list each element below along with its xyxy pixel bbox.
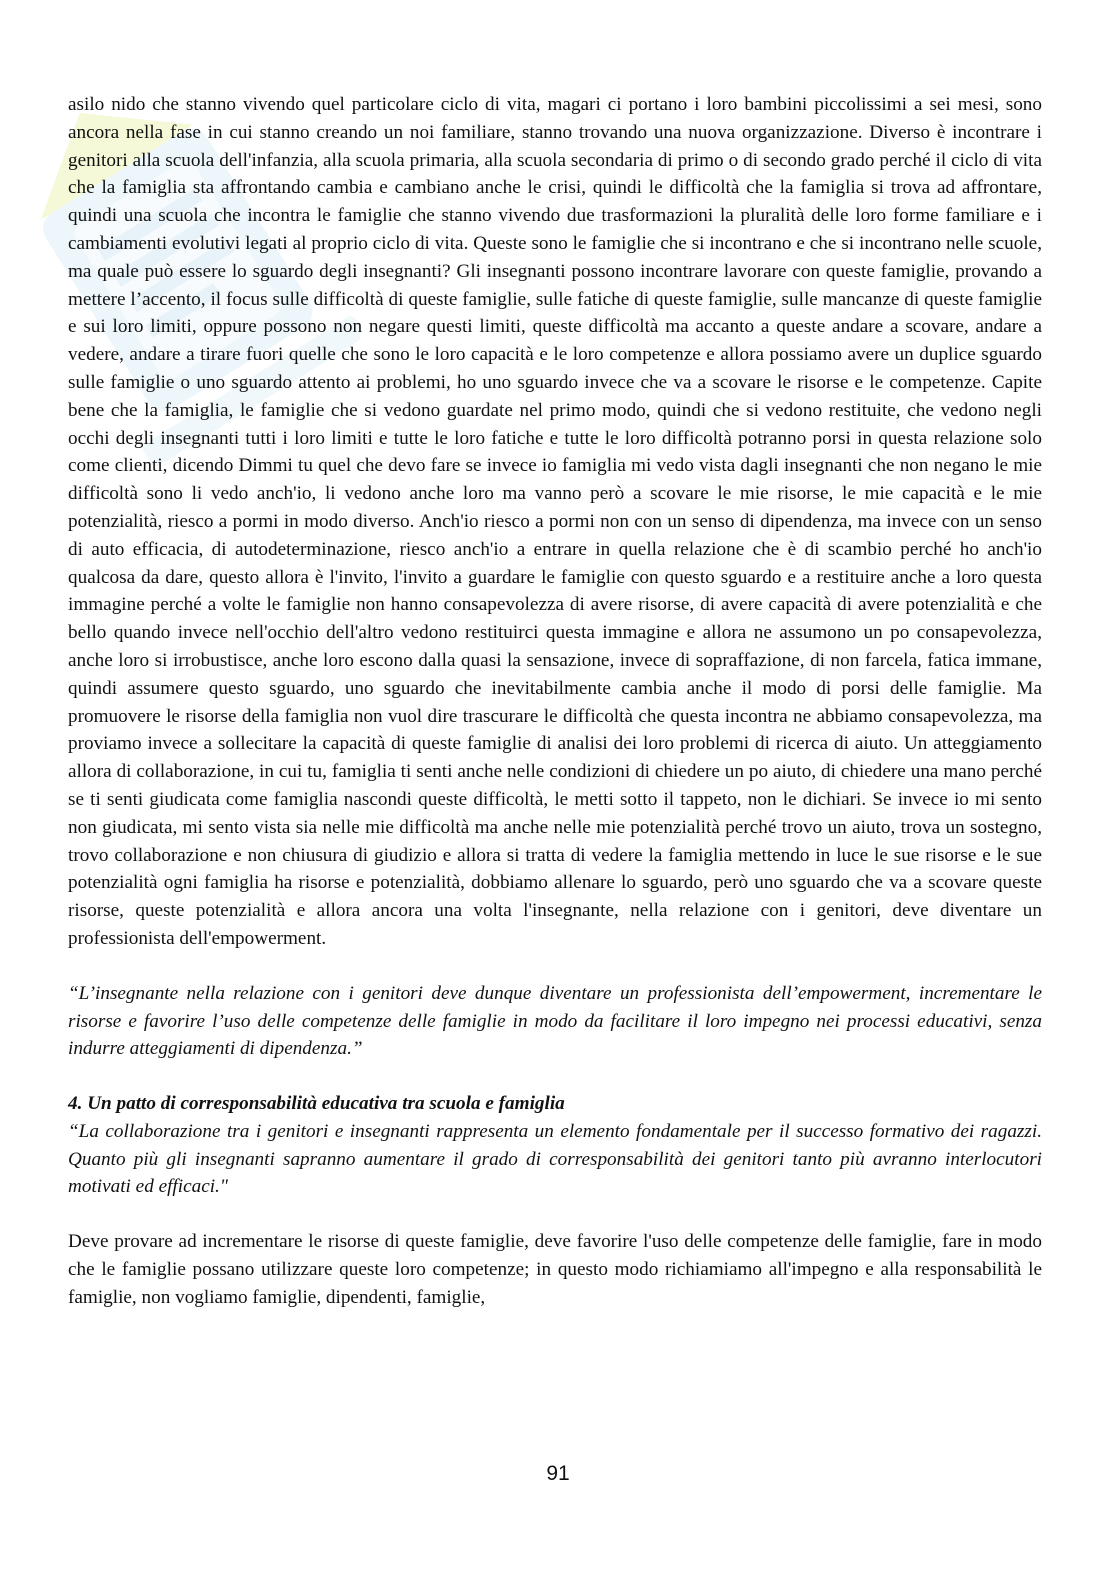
document-body xyxy=(68,91,1042,1312)
body-paragraph: Deve provare ad incrementare le risorse di queste famiglie, deve favorire l'uso delle competenze delle famiglie, fare in modo che le famiglie possano utilizzare queste loro competenze; in questo modo richiamiamo all'impegno e alla responsabilità le famiglie, non vogliamo famiglie, dipendenti, famiglie, xyxy=(68,1231,1042,1308)
block-quote: “L’insegnante nella relazione con i genitori deve dunque diventare un professionista dell’empowerment, incrementare le risorse e favorire l’uso delle competenze delle famiglie in modo da facilitare il loro impegno nei processi educativi, senza indurre atteggiamenti di dipendenza.” xyxy=(68,982,1042,1060)
page-number: 91 xyxy=(546,1462,570,1485)
body-paragraph: asilo nido che stanno vivendo quel particolare ciclo di vita, magari ci portano i loro bambini piccolissimi a sei mesi, sono ancora nella fase in cui stanno creando un noi familiare, stanno trovando una nuova organizzazione. Diverso è incontrare i genitori alla scuola dell'infanzia, alla scuola primaria, alla scuola secondaria di primo o di secondo grado perché il ciclo di vita che la famiglia sta affrontando cambia e cambiano anche le crisi, quindi le difficoltà che la famiglia si trova ad affrontare, quindi una scuola che incontra le famiglie che stanno vivendo due trasformazioni la pluralità delle loro forme familiare e i cambiamenti evolutivi legati al proprio ciclo di vita. Queste sono le famiglie che si incontrano e che si incontrano nelle scuole, ma quale può essere lo sguardo degli insegnanti? Gli insegnanti possono incontrare lavorare con queste famiglie, provando a mettere l’accento, il focus sulle difficoltà di queste famiglie, sulle fatiche di queste famiglie, sulle mancanze di queste famiglie e sui loro limiti, oppure possono non negare questi limiti, queste difficoltà ma accanto a queste andare a scovare, andare a vedere, andare a tirare fuori quelle che sono le loro capacità e le loro competenze e allora possiamo avere un duplice sguardo sulle famiglie o uno sguardo attento ai problemi, ho uno sguardo invece che va a scovare le risorse e le competenze. Capite bene che la famiglia, le famiglie che si vedono guardate nel primo modo, quindi che si vedono restituite, che vedono negli occhi degli insegnanti tutti i loro limiti e tutte le loro fatiche e tutte le loro difficoltà potranno porsi in questa relazione solo come clienti, dicendo Dimmi tu quel che devo fare se invece io famiglia mi vedo vista dagli insegnanti che non negano le mie difficoltà sono li vedo anch'io, li vedono anche loro ma vanno però a scovare le mie risorse, le mie capacità e le mie potenzialità, riesco a pormi in modo diverso. Anch'io riesco a pormi non con un senso di dipendenza, ma invece con un senso di auto efficacia, di autodeterminazione, riesco anch'io a entrare in quella relazione che è di scambio perché ho anch'io qualcosa da dare, questo allora è l'invito, l'invito a guardare le famiglie con questo sguardo e a restituire anche a loro questa immagine perché a volte le famiglie non hanno consapevolezza di avere risorse, di avere capacità di avere potenzialità e che bello quando invece nell'occhio dell'altro vedono restituirci questa immagine e allora ne assumono un po consapevolezza, anche loro si irrobustisce, anche loro escono dalla quasi la sensazione, invece di sopraffazione, di non farcela, fatica immane, quindi assumere questo sguardo, uno sguardo che inevitabilmente cambia anche il modo di porsi delle famiglie. Ma promuovere le risorse della famiglia non vuol dire trascurare le difficoltà che questa incontra ne abbiamo consapevolezza, ma proviamo invece a sollecitare la capacità di queste famiglie di analisi dei loro problemi di ricerca di aiuto. Un atteggiamento allora di collaborazione, in cui tu, famiglia ti senti anche nelle condizioni di chiedere un po aiuto, di chiedere una mano perché se ti senti giudicata come famiglia nascondi queste difficoltà, le metti sotto il tappeto, non le dichiari. Se invece io mi sento non giudicata, mi sento vista sia nelle mie difficoltà ma anche nelle mie potenzialità perché trovo un aiuto, trova un sostegno, trovo collaborazione e non chiusura di giudizio e allora si tratta di vedere la famiglia mettendo in luce le sue risorse e le sue potenzialità ogni famiglia ha risorse e potenzialità, dobbiamo allenare lo sguardo, però uno sguardo che va a scovare queste risorse, queste potenzialità e allora ancora una volta l'insegnante, nella relazione con i genitori, deve diventare un professionista dell'empowerment. xyxy=(68,94,1042,949)
block-quote: “La collaborazione tra i genitori e insegnanti rappresenta un elemento fondamentale per il successo formativo dei ragazzi. Quanto più gli insegnanti sapranno aumentare il grado di corresponsabilità dei genitori tanto più avranno interlocutori motivati ed efficaci." xyxy=(68,1120,1042,1198)
section-heading: 4. Un patto di corresponsabilità educativa tra scuola e famiglia xyxy=(68,1093,565,1115)
